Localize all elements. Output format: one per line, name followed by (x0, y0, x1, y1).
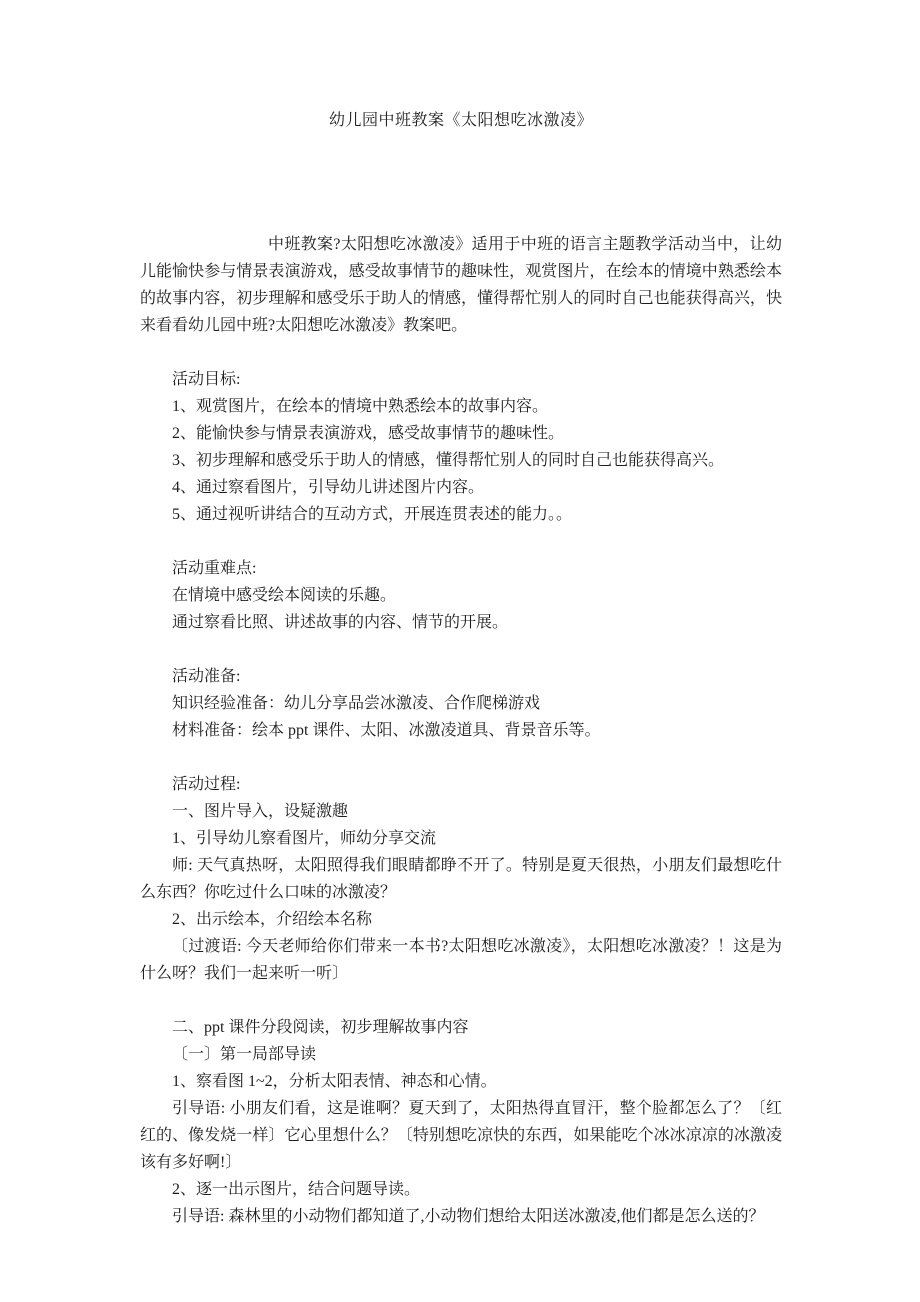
transition-line: 〔过渡语: 今天老师给你们带来一本书?太阳想吃冰激凌》，太阳想吃冰激凌？！这是为什么呀？我们一起来听一听〕 (140, 938, 782, 982)
process-step-one-item-1: 1、引导幼儿察看图片，师幼分享交流 (172, 830, 437, 847)
document-body (140, 231, 782, 1230)
goal-item-5: 5、通过视听讲结合的互动方式，开展连贯表述的能力。。 (172, 506, 573, 523)
process-step-two-heading: 二、ppt 课件分段阅读，初步理解故事内容 (172, 1019, 469, 1036)
goal-item-4: 4、通过察看图片，引导幼儿讲述图片内容。 (172, 479, 485, 496)
section-heading-preparation: 活动准备: (172, 668, 241, 685)
blank-line (140, 339, 782, 366)
goal-item-2: 2、能愉快参与情景表演游戏，感受故事情节的趣味性。 (172, 425, 565, 442)
title-gap (140, 134, 782, 231)
blank-line (140, 987, 782, 1014)
section-heading-process: 活动过程: (172, 776, 241, 793)
key-point-2: 通过察看比照、讲述故事的内容、情节的开展。 (172, 614, 509, 631)
section-heading-goals: 活动目标: (172, 371, 241, 388)
goal-item-3: 3、初步理解和感受乐于助人的情感，懂得帮忙别人的同时自己也能获得高兴。 (172, 452, 725, 469)
blank-line (140, 528, 782, 555)
guide-line-2: 引导语: 森林里的小动物们都知道了,小动物们想给太阳送冰激凌,他们都是怎么送的？ (172, 1208, 765, 1225)
preparation-knowledge: 知识经验准备：幼儿分享品尝冰激凌、合作爬梯游戏 (172, 695, 541, 712)
process-step-one-item-2: 2、出示绘本，介绍绘本名称 (172, 911, 373, 928)
key-point-1: 在情境中感受绘本阅读的乐趣。 (172, 587, 397, 604)
blank-line (140, 636, 782, 663)
guide-line-1: 引导语: 小朋友们看，这是谁啊？夏天到了，太阳热得直冒汗，整个脸都怎么了？〔红红的、像发烧一样〕它心里想什么？〔特别想吃凉快的东西，如果能吃个冰冰凉凉的冰激凌该有多好啊!〕 (140, 1100, 782, 1171)
section-heading-key-points: 活动重难点: (172, 560, 257, 577)
process-step-two-part-one: 〔一〕第一局部导读 (172, 1046, 317, 1063)
process-step-two-item-1: 1、察看图 1~2，分析太阳表情、神态和心情。 (172, 1073, 497, 1090)
process-step-two-item-2: 2、逐一出示图片，结合问题导读。 (172, 1181, 421, 1198)
intro-paragraph: 中班教案?太阳想吃冰激凌》适用于中班的语言主题教学活动当中，让幼儿能愉快参与情景表演游戏，感受故事情节的趣味性，观赏图片，在绘本的情境中熟悉绘本的故事内容，初步理解和感受乐于助人的情感，懂得帮忙别人的同时自己也能获得高兴，快来看看幼儿园中班?太阳想吃冰激凌》教案吧。 (140, 236, 782, 334)
document-title: 幼儿园中班教案《太阳想吃冰激凌》 (328, 112, 593, 129)
process-step-one-heading: 一、图片导入，设疑激趣 (172, 803, 349, 820)
teacher-line: 师: 天气真热呀，太阳照得我们眼睛都睁不开了。特别是夏天很热，小朋友们最想吃什么东西？你吃过什么口味的冰激凌？ (140, 857, 782, 901)
goal-item-1: 1、观赏图片，在绘本的情境中熟悉绘本的故事内容。 (172, 398, 549, 415)
blank-line (140, 744, 782, 771)
preparation-materials: 材料准备：绘本 ppt 课件、太阳、冰激凌道具、背景音乐等。 (172, 722, 601, 739)
